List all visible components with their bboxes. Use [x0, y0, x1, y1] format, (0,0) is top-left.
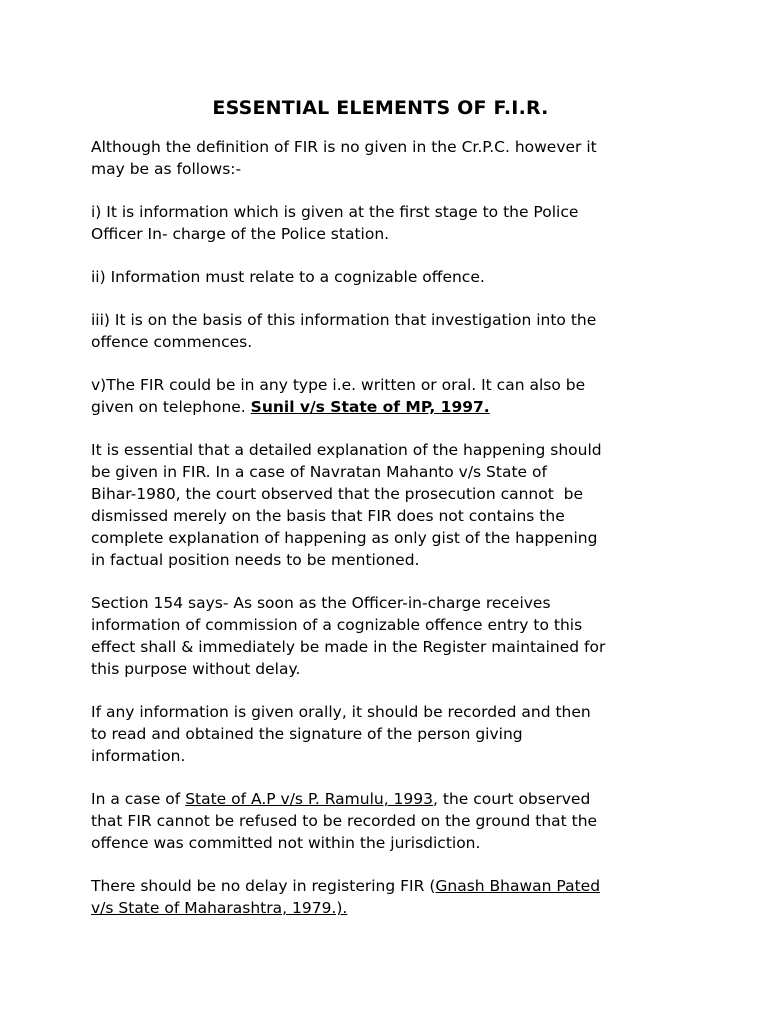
paragraph-text: Section 154 says- As soon as the Officer-in-charge receives information of commission of a cognizable offence entry to this effect shall & immediately be made in the Register maintained for this purpose without delay.	[91, 594, 606, 678]
paragraph-text: Although the definition of FIR is no given in the Cr.P.C. however it may be as follows:-	[91, 138, 597, 178]
paragraph-text: v)The FIR could be in any type i.e. written or oral. It can also be given on telephone.	[91, 376, 586, 416]
paragraph-text: If any information is given orally, it should be recorded and then to read and obtained the signature of the person giving information.	[91, 703, 591, 765]
paragraph-text: i) It is information which is given at the first stage to the Police Officer In- charge of the Police station.	[91, 203, 579, 243]
paragraph-point-ii	[91, 266, 688, 288]
paragraph-text: It is essential that a detailed explanation of the happening should be given in FIR. In a case of Navratan Mahanto v/s State of Bihar-1980, the court observed that the prosecution cannot be dismissed merely on the basis that FIR does not contains the complete explanation of happening as only gist of the happening in factual position needs to be mentioned.	[91, 441, 602, 569]
paragraph-text: In a case of	[91, 790, 186, 808]
paragraph-point-v	[91, 374, 688, 418]
paragraph-text: ii) Information must relate to a cognizable offence.	[91, 268, 485, 286]
paragraph-oral-information	[91, 701, 688, 767]
case-citation-gnash-bhawan: Gnash Bhawan Pated v/s State of Maharashtra, 1979.).	[91, 877, 601, 917]
paragraph-ramulu-case	[91, 788, 688, 854]
document-title: ESSENTIAL ELEMENTS OF F.I.R.	[212, 97, 549, 119]
case-citation-ramulu: State of A.P v/s P. Ramulu, 1993	[185, 790, 434, 808]
case-citation-sunil: Sunil v/s State of MP, 1997.	[250, 398, 490, 416]
paragraph-definition	[91, 136, 688, 180]
paragraph-detailed-explanation	[91, 439, 688, 571]
paragraph-section-154	[91, 592, 688, 680]
paragraph-no-delay	[91, 875, 688, 919]
paragraph-text: iii) It is on the basis of this information that investigation into the offence commences.	[91, 311, 597, 351]
paragraph-text: There should be no delay in registering FIR (	[91, 877, 436, 895]
paragraph-point-i	[91, 201, 688, 245]
paragraph-text: , the court observed that FIR cannot be refused to be recorded on the ground that the offence was committed not within the jurisdiction.	[91, 790, 598, 852]
paragraph-point-iii	[91, 309, 688, 353]
